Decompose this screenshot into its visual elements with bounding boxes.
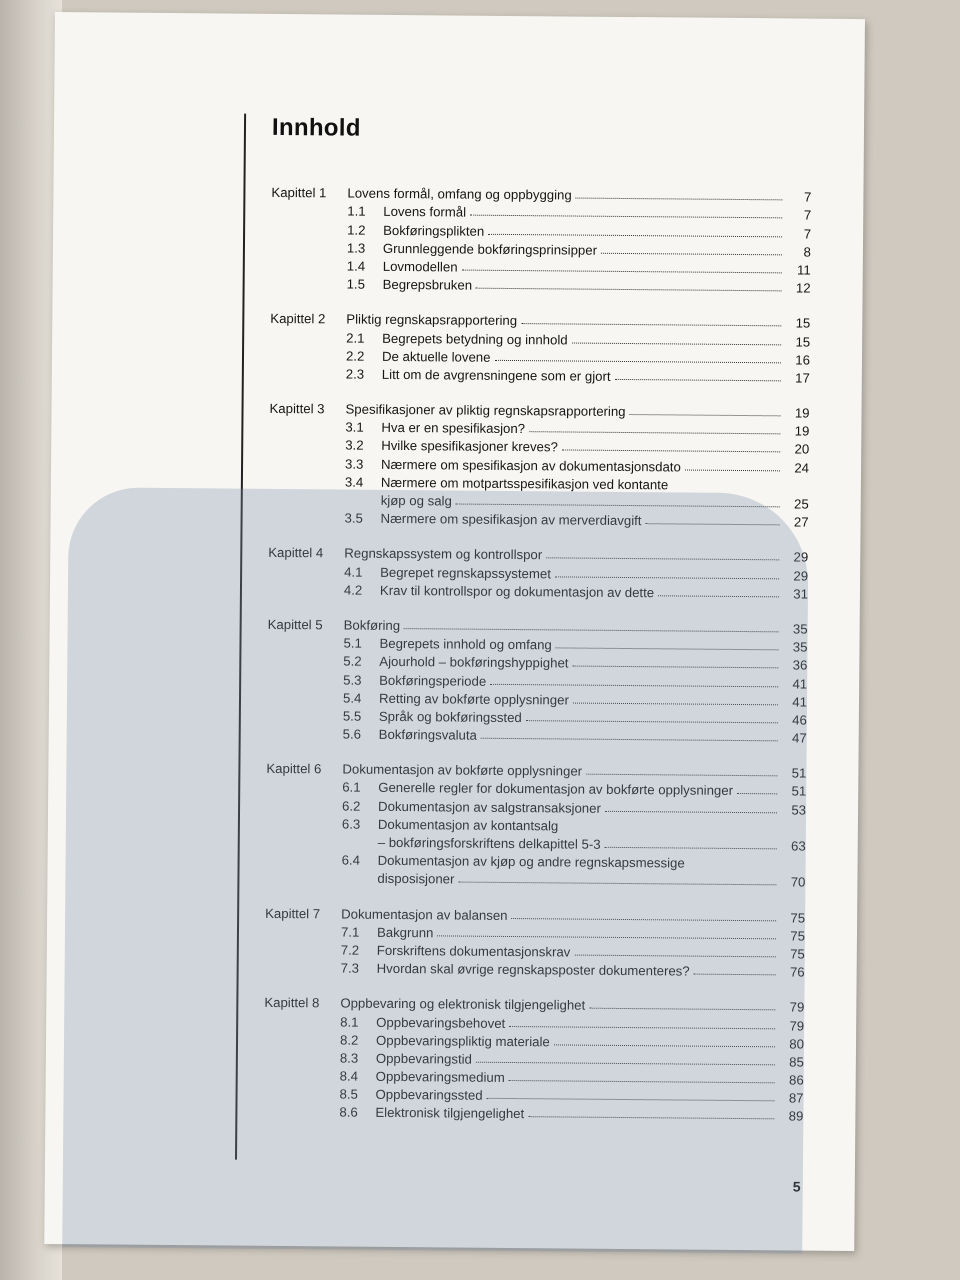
page-ref: 53 <box>791 802 807 818</box>
chapter-title: Dokumentasjon av balansen <box>341 906 508 923</box>
section-number: 8.1 <box>340 1014 359 1030</box>
page-ref: 15 <box>795 315 811 331</box>
table-of-contents <box>263 182 811 1141</box>
toc-section-row <box>267 723 807 746</box>
section-number: 5.1 <box>343 635 362 651</box>
dot-leader <box>509 1026 775 1029</box>
page-ref: 75 <box>790 946 805 962</box>
section-number: 5.3 <box>343 672 362 688</box>
section-number: 2.1 <box>346 330 365 346</box>
section-number: 3.4 <box>344 474 364 490</box>
dot-leader <box>605 847 777 850</box>
section-number: 7.3 <box>340 960 360 976</box>
dot-leader <box>470 215 782 219</box>
dot-leader <box>456 504 780 508</box>
section-title: Lovmodellen <box>382 258 458 275</box>
page-ref: 19 <box>794 405 810 421</box>
page-ref: 7 <box>804 189 812 205</box>
section-number: 1.3 <box>346 240 366 256</box>
section-title: Bakgrunn <box>376 924 434 941</box>
page-ref: 70 <box>790 874 806 890</box>
dot-leader <box>481 738 778 742</box>
chapter-title: Regnskapssystem og kontrollspor <box>344 545 543 563</box>
page-ref: 89 <box>788 1108 804 1125</box>
section-title: Forskriftens dokumentasjonskrav <box>376 942 571 960</box>
dot-leader <box>476 288 782 292</box>
chapter-number: Kapittel 5 <box>267 616 323 633</box>
page-ref: 11 <box>797 262 811 278</box>
page-ref: 8 <box>803 244 812 260</box>
chapter-title: Spesifikasjoner av pliktig regnskapsrapportering <box>345 401 626 420</box>
chapter-number: Kapittel 1 <box>271 185 327 201</box>
section-title: Oppbevaringsmedium <box>375 1068 505 1086</box>
toc-chapter <box>263 992 804 1124</box>
page-ref: 76 <box>789 964 805 980</box>
dot-leader <box>576 198 783 201</box>
page-ref: 7 <box>803 207 812 223</box>
book-page <box>44 12 865 1251</box>
section-title: Nærmere om spesifikasjon av merverdiavgift <box>380 511 642 529</box>
section-title: Generelle regler for dokumentasjon av bokførte opplysninger <box>378 780 734 799</box>
page-ref: 24 <box>794 460 810 476</box>
chapter-title: Lovens formål, omfang og oppbygging <box>347 185 572 203</box>
section-title: Nærmere om motpartsspesifikasjon ved kontante <box>380 474 669 493</box>
section-title: Dokumentasjon av salgstransaksjoner <box>378 798 601 816</box>
section-title: Elektronisk tilgjengelighet <box>375 1105 525 1122</box>
section-number: 5.4 <box>342 690 362 706</box>
chapter-number: Kapittel 2 <box>270 311 326 327</box>
dot-leader <box>554 1044 775 1047</box>
toc-chapter <box>270 308 811 385</box>
section-number: 3.1 <box>345 419 364 435</box>
page-ref: 63 <box>791 838 806 854</box>
page-ref: 79 <box>789 1017 805 1034</box>
section-title-continued: kjøp og salg <box>380 492 452 509</box>
dot-leader <box>509 1080 775 1083</box>
dot-leader <box>556 648 779 651</box>
page-ref: 29 <box>793 568 809 584</box>
page-title: Innhold <box>271 113 361 142</box>
dot-leader <box>562 450 780 453</box>
section-number: 5.5 <box>342 708 362 724</box>
section-number: 5.2 <box>343 653 362 670</box>
section-number: 3.2 <box>345 437 364 454</box>
page-ref: 31 <box>793 586 809 602</box>
dot-leader <box>630 414 781 416</box>
page-ref: 41 <box>792 675 808 692</box>
toc-chapter <box>265 902 806 979</box>
page-ref: 47 <box>791 730 807 746</box>
toc-chapter <box>271 182 812 296</box>
section-number: 1.2 <box>347 222 366 238</box>
page-ref: 41 <box>792 694 808 710</box>
section-number: 7.1 <box>340 924 360 940</box>
chapter-title: Pliktig regnskapsrapportering <box>346 311 518 329</box>
dot-leader <box>494 360 780 363</box>
page-ref: 16 <box>795 352 811 368</box>
dot-leader <box>526 720 778 723</box>
section-number: 7.2 <box>340 942 360 958</box>
section-title: Hvilke spesifikasjoner kreves? <box>381 438 558 455</box>
section-title: Begrepets betydning og innhold <box>382 330 568 347</box>
section-number: 3.5 <box>344 510 364 526</box>
dot-leader <box>488 233 782 237</box>
page-ref: 19 <box>794 423 810 439</box>
page-ref: 29 <box>793 549 809 565</box>
page-ref: 35 <box>792 639 808 655</box>
dot-leader <box>458 882 776 886</box>
toc-chapter <box>265 758 806 890</box>
chapter-number: Kapittel 7 <box>265 905 321 921</box>
section-title: Dokumentasjon av kontantsalg <box>377 816 559 834</box>
section-number: 3.3 <box>345 456 364 472</box>
toc-section-row-continued <box>265 867 805 890</box>
dot-leader <box>573 702 778 705</box>
dot-leader <box>601 253 782 256</box>
section-title: Begrepets innhold og omfang <box>379 635 552 653</box>
toc-chapter <box>268 542 808 601</box>
section-title: De aktuelle lovene <box>381 348 491 365</box>
section-number: 6.3 <box>341 816 361 832</box>
chapter-title: Oppbevaring og elektronisk tilgjengelighet <box>340 995 586 1013</box>
section-title: Bokføringsplikten <box>383 222 485 239</box>
page-ref: 25 <box>793 496 809 512</box>
dot-leader <box>572 342 781 345</box>
dot-leader <box>528 1117 774 1120</box>
dot-leader <box>476 1062 775 1066</box>
chapter-number: Kapittel 3 <box>269 400 325 417</box>
toc-section-row <box>271 273 811 296</box>
section-title: Begrepet regnskapssystemet <box>380 564 551 581</box>
section-number: 8.5 <box>339 1086 358 1102</box>
section-title: Retting av bokførte opplysninger <box>378 690 569 708</box>
dot-leader <box>487 1098 775 1102</box>
section-title: Bokføringsperiode <box>379 672 487 689</box>
dot-leader <box>586 774 777 777</box>
chapter-number: Kapittel 8 <box>264 995 320 1011</box>
toc-chapter <box>269 398 810 530</box>
dot-leader <box>404 628 779 632</box>
page-ref: 35 <box>792 621 808 637</box>
section-number: 2.2 <box>345 348 365 364</box>
section-title: Dokumentasjon av kjøp og andre regnskapsmessige <box>377 853 685 871</box>
section-number: 6.1 <box>342 779 361 796</box>
page-ref: 15 <box>795 333 811 350</box>
section-number: 1.4 <box>346 258 366 274</box>
dot-leader <box>462 269 782 273</box>
section-number: 8.2 <box>339 1032 359 1048</box>
section-title: Grunnleggende bokføringsprinsipper <box>382 240 598 258</box>
chapter-number: Kapittel 4 <box>268 545 324 561</box>
section-title: Oppbevaringsbehovet <box>376 1014 506 1031</box>
section-title: Hva er en spesifikasjon? <box>381 420 526 437</box>
section-title: Ajourhold – bokføringshyppighet <box>379 654 569 671</box>
section-number: 8.3 <box>339 1050 359 1066</box>
margin-rule <box>235 114 246 1160</box>
section-title: Bokføringsvaluta <box>378 726 477 743</box>
section-number: 8.4 <box>339 1068 359 1084</box>
dot-leader <box>737 793 777 794</box>
toc-section-row <box>269 507 809 530</box>
page-ref: 51 <box>791 783 807 800</box>
dot-leader <box>572 666 778 669</box>
page-ref: 80 <box>789 1036 805 1052</box>
page-ref: 75 <box>790 928 806 944</box>
section-number: 4.2 <box>343 582 363 598</box>
section-title-continued: – bokføringsforskriftens delkapittel 5-3 <box>377 834 601 852</box>
dot-leader <box>694 974 776 976</box>
section-number: 6.2 <box>342 798 361 814</box>
page-ref: 7 <box>803 226 812 242</box>
page-number: 5 <box>792 1178 801 1195</box>
page-ref: 17 <box>795 370 810 386</box>
section-number: 8.6 <box>339 1104 358 1121</box>
dot-leader <box>615 379 781 381</box>
dot-leader <box>685 469 780 471</box>
dot-leader <box>645 523 779 525</box>
section-number: 1.5 <box>346 276 366 292</box>
section-title: Oppbevaringssted <box>375 1087 483 1104</box>
page-ref: 20 <box>794 441 810 458</box>
section-number: 6.4 <box>341 852 361 868</box>
dot-leader <box>546 558 779 561</box>
toc-section-row <box>263 1101 803 1124</box>
section-title-continued: disposisjoner <box>377 871 455 887</box>
dot-leader <box>555 576 779 579</box>
section-title: Lovens formål <box>383 204 467 220</box>
section-title: Nærmere om spesifikasjon av dokumentasjonsdato <box>381 456 681 475</box>
section-title: Språk og bokføringssted <box>378 708 522 725</box>
section-number: 5.6 <box>342 726 362 742</box>
dot-leader <box>521 323 781 326</box>
chapter-title: Dokumentasjon av bokførte opplysninger <box>342 761 583 779</box>
toc-section-row <box>265 957 805 980</box>
dot-leader <box>658 595 779 597</box>
section-number: 4.1 <box>344 564 363 580</box>
page-ref: 85 <box>789 1054 804 1070</box>
dot-leader <box>529 431 780 434</box>
section-number: 2.3 <box>345 366 365 382</box>
page-ref: 87 <box>788 1090 804 1106</box>
dot-leader <box>574 955 776 958</box>
page-ref: 46 <box>792 712 807 728</box>
page-ref: 79 <box>789 999 805 1015</box>
dot-leader <box>437 935 776 939</box>
toc-section-row <box>268 578 808 601</box>
section-title: Litt om de avgrensningene som er gjort <box>381 366 611 384</box>
dot-leader <box>589 1008 775 1011</box>
toc-chapter <box>267 614 808 746</box>
section-title: Oppbevaringstid <box>375 1050 472 1067</box>
chapter-title: Bokføring <box>343 617 401 633</box>
page-ref: 75 <box>790 910 806 926</box>
section-title: Krav til kontrollspor og dokumentasjon av dette <box>379 582 655 600</box>
section-title: Hvordan skal øvrige regnskapsposter dokumenteres? <box>376 960 690 979</box>
section-title: Begrepsbruken <box>382 276 473 293</box>
toc-section-row <box>270 363 810 386</box>
section-number: 1.1 <box>347 203 366 220</box>
dot-leader <box>490 683 778 687</box>
page-ref: 86 <box>788 1072 804 1088</box>
page-ref: 27 <box>793 514 809 530</box>
dot-leader <box>512 918 777 921</box>
page-ref: 36 <box>792 657 808 673</box>
dot-leader <box>605 810 777 813</box>
section-title: Oppbevaringspliktig materiale <box>375 1032 550 1050</box>
page-ref: 51 <box>791 765 807 781</box>
page-ref: 12 <box>795 280 811 296</box>
chapter-number: Kapittel 6 <box>266 761 322 777</box>
